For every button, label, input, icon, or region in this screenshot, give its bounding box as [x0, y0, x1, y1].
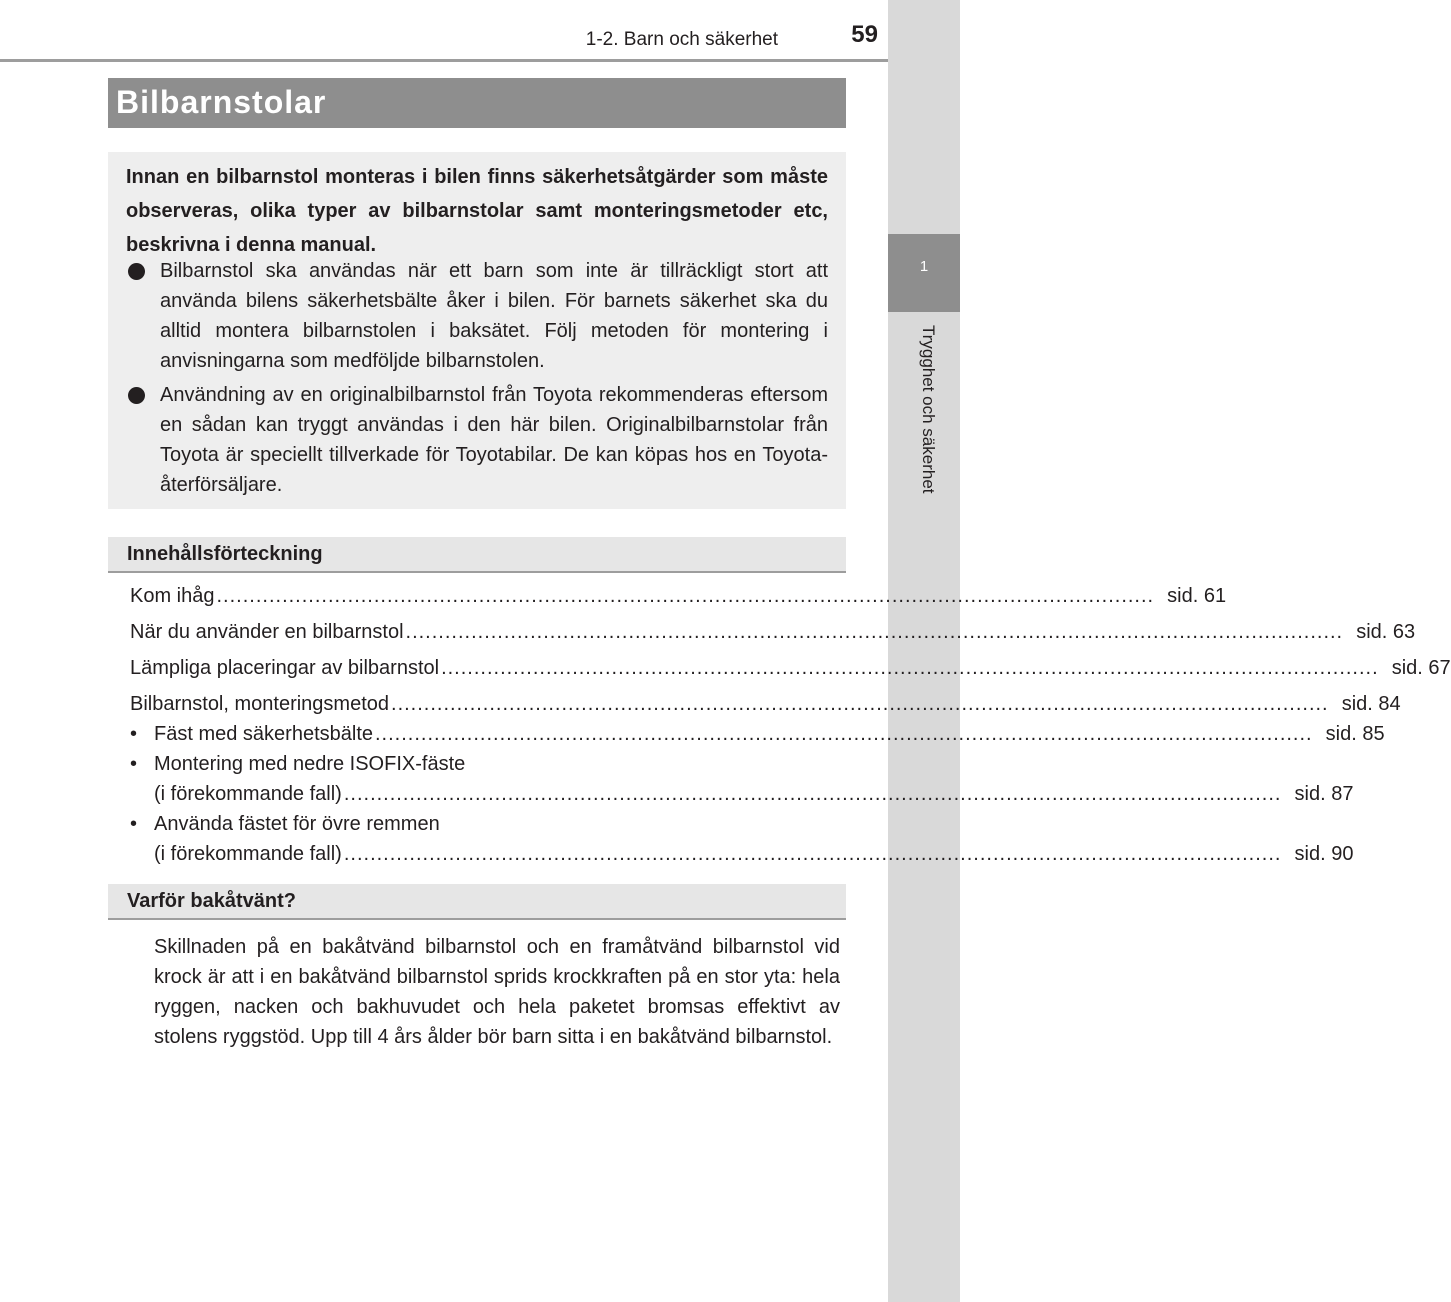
- chapter-number: 1: [919, 258, 929, 275]
- chapter-label: Trygghet och säkerhet: [919, 325, 938, 494]
- intro-box: [108, 152, 846, 509]
- toc-entry-label: Lämpliga placeringar av bilbarnstol: [130, 657, 440, 679]
- toc-subentry[interactable]: [154, 781, 1354, 807]
- page-title-bar: [108, 78, 846, 128]
- toc-entry-page: sid. 67: [1391, 657, 1451, 679]
- intro-lead: Innan en bilbarnstol monteras i bilen finns säkerhetsåtgärder som måste observeras, olika typer av bilbarnstolar samt monteringsmetoder etc, beskrivna i denna manual.: [126, 166, 828, 256]
- toc-entry[interactable]: [130, 583, 1227, 609]
- toc-entry-page: sid. 84: [1341, 693, 1401, 715]
- toc-leader: ...............................................................................................................................................: [405, 621, 1344, 643]
- toc-entry-page: sid. 63: [1356, 621, 1416, 643]
- page-title: Bilbarnstolar: [116, 84, 327, 120]
- toc-leader: ...............................................................................................................................................: [375, 723, 1313, 745]
- why-paragraph: Skillnaden på en bakåtvänd bilbarnstol och en framåtvänd bilbarnstol vid krock är att i en bakåtvänd bilbarnstol sprids krockkraften på en stor yta: hela ryggen, nacken och bakhuvudet och hela paketet bromsas effektivt av stolens ryggstöd. Upp till 4 års ålder bör barn sitta i en bakåtvänd bilbarnstol.: [154, 936, 840, 1048]
- toc-heading: Innehållsförteckning: [127, 543, 323, 565]
- toc-subentry-label: (i förekommande fall): [154, 783, 342, 805]
- toc-entry-label: Kom ihåg: [130, 585, 215, 607]
- toc-entry[interactable]: [130, 655, 1451, 681]
- toc-sub-bullet: •: [130, 753, 138, 775]
- toc-leader: ...............................................................................................................................................: [343, 783, 1282, 805]
- toc-entry[interactable]: [130, 691, 1401, 717]
- chapter-side-tab: [888, 0, 960, 1302]
- toc-subentry-page: sid. 85: [1325, 723, 1385, 745]
- toc-subentry-page: sid. 90: [1294, 843, 1354, 865]
- header-rule: [0, 59, 888, 62]
- page-number: 59: [851, 21, 878, 48]
- toc-subentry[interactable]: [154, 841, 1354, 867]
- toc-subentry-page: sid. 87: [1294, 783, 1354, 805]
- section-title: 1-2. Barn och säkerhet: [585, 29, 778, 50]
- toc-subentry-label: (i förekommande fall): [154, 843, 342, 865]
- toc-subentry[interactable]: [154, 721, 1385, 747]
- chapter-number-box: [888, 234, 960, 312]
- toc-entry[interactable]: [130, 619, 1416, 645]
- why-heading-bar: [108, 884, 846, 920]
- bullet-dot-icon: [128, 387, 145, 404]
- toc-heading-bar: [108, 537, 846, 573]
- why-heading: Varför bakåtvänt?: [127, 890, 296, 912]
- toc-entry-label: När du använder en bilbarnstol: [130, 621, 404, 643]
- toc-entry-page: sid. 61: [1167, 585, 1227, 607]
- toc-subentry-title[interactable]: Använda fästet för övre remmen: [154, 813, 440, 835]
- toc-leader: ...............................................................................................................................................: [216, 585, 1155, 607]
- toc-subentry-title[interactable]: Montering med nedre ISOFIX-fäste: [154, 753, 466, 775]
- toc-sub-bullet: •: [130, 813, 138, 835]
- toc-entry-label: Bilbarnstol, monteringsmetod: [130, 693, 390, 715]
- toc-leader: ...............................................................................................................................................: [441, 657, 1379, 679]
- toc-subentry-label: Fäst med säkerhetsbälte: [154, 723, 373, 745]
- page-header: [0, 0, 888, 62]
- toc-leader: ...............................................................................................................................................: [391, 693, 1329, 715]
- toc-sub-bullet: •: [130, 723, 138, 745]
- bullet-dot-icon: [128, 263, 145, 280]
- intro-bullet-text: Användning av en originalbilbarnstol från Toyota rekommenderas eftersom en sådan kan tryggt användas i den här bilen. Originalbilbarnstolar från Toyota är speciellt tillverkade för Toyotabilar. De kan köpas hos en Toyota-återförsäljare.: [160, 384, 828, 496]
- intro-bullet-text: Bilbarnstol ska användas när ett barn som inte är tillräckligt stort att använda bilens säkerhetsbälte åker i bilen. För barnets säkerhet ska du alltid montera bilbarnstolen i baksätet. Följ metoden för montering i anvisningarna som medföljde bilbarnstolen.: [160, 260, 828, 372]
- toc-leader: ...............................................................................................................................................: [343, 843, 1282, 865]
